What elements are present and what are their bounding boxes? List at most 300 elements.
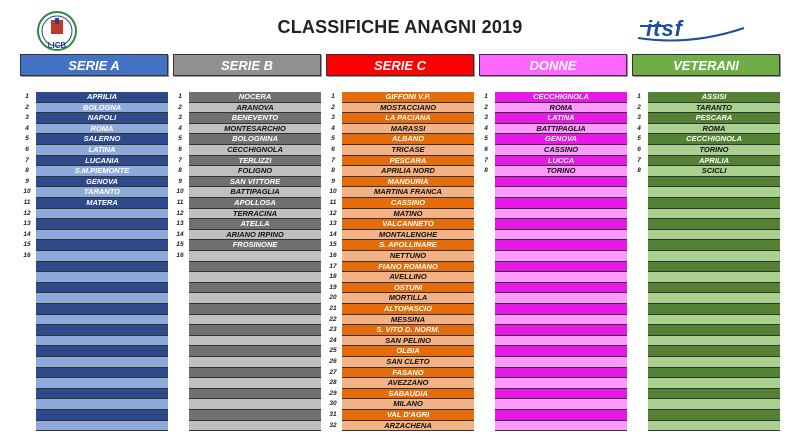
team-cell: TERRACINA bbox=[189, 209, 321, 220]
team-cell bbox=[189, 304, 321, 315]
table-row bbox=[173, 124, 321, 135]
team-cell bbox=[36, 209, 168, 220]
team-cell bbox=[495, 198, 627, 209]
team-cell bbox=[495, 177, 627, 188]
table-row bbox=[326, 368, 474, 379]
rank-number: 2 bbox=[637, 103, 641, 111]
rank-number: 8 bbox=[331, 167, 335, 175]
team-cell: NOCERA bbox=[189, 92, 321, 103]
table-row bbox=[479, 240, 627, 251]
table-row bbox=[173, 272, 321, 283]
team-cell: ROMA bbox=[495, 103, 627, 114]
rank-number: 4 bbox=[178, 124, 182, 132]
table-row bbox=[326, 219, 474, 230]
team-cell bbox=[495, 262, 627, 273]
team-cell bbox=[36, 357, 168, 368]
table-row bbox=[173, 421, 321, 432]
team-cell bbox=[189, 251, 321, 262]
table-row bbox=[632, 357, 780, 368]
table-row bbox=[632, 399, 780, 410]
team-cell bbox=[189, 357, 321, 368]
rank-number: 15 bbox=[329, 241, 337, 249]
table-row bbox=[326, 230, 474, 241]
team-cell bbox=[648, 293, 780, 304]
team-cell: LA PACIANA bbox=[342, 113, 474, 124]
rank-number: 1 bbox=[637, 93, 641, 100]
table-row bbox=[326, 166, 474, 177]
table-row bbox=[632, 410, 780, 421]
team-cell: CASSINO bbox=[495, 145, 627, 156]
team-cell: APRILIA bbox=[648, 156, 780, 167]
table-row bbox=[20, 230, 168, 241]
team-cell: CECCHIGNOLA bbox=[495, 92, 627, 103]
table-row bbox=[326, 272, 474, 283]
table-row bbox=[173, 315, 321, 326]
table-row bbox=[479, 124, 627, 135]
team-cell bbox=[648, 251, 780, 262]
team-cell: NAPOLI bbox=[36, 113, 168, 124]
team-cell: LATINA bbox=[495, 113, 627, 124]
team-cell bbox=[36, 315, 168, 326]
team-cell bbox=[648, 357, 780, 368]
table-row bbox=[20, 378, 168, 389]
team-cell bbox=[495, 240, 627, 251]
rank-number: 2 bbox=[484, 103, 488, 111]
team-cell bbox=[495, 336, 627, 347]
team-cell bbox=[495, 209, 627, 220]
team-cell bbox=[648, 389, 780, 400]
team-cell: S. APOLLINARE bbox=[342, 240, 474, 251]
team-cell bbox=[189, 293, 321, 304]
table-row bbox=[632, 251, 780, 262]
team-cell: SAN CLETO bbox=[342, 357, 474, 368]
table-row bbox=[326, 357, 474, 368]
table-row bbox=[20, 251, 168, 262]
team-cell: FASANO bbox=[342, 368, 474, 379]
table-row bbox=[326, 251, 474, 262]
team-cell: TARANTO bbox=[36, 187, 168, 198]
team-cell bbox=[648, 209, 780, 220]
team-cell bbox=[648, 378, 780, 389]
rank-number: 32 bbox=[329, 421, 337, 429]
table-row bbox=[326, 198, 474, 209]
column-serie-a bbox=[20, 54, 168, 259]
team-cell: CECCHIGNOLA bbox=[648, 134, 780, 145]
licb-logo-text: LICB bbox=[47, 41, 67, 50]
team-cell bbox=[36, 251, 168, 262]
table-row bbox=[173, 368, 321, 379]
table-row bbox=[632, 187, 780, 198]
table-row bbox=[632, 272, 780, 283]
rank-number: 19 bbox=[329, 283, 337, 291]
team-cell: MANDURIA bbox=[342, 177, 474, 188]
table-row bbox=[479, 315, 627, 326]
table-row bbox=[326, 262, 474, 273]
column-header: DONNE bbox=[479, 54, 627, 76]
team-cell bbox=[648, 346, 780, 357]
rank-number: 27 bbox=[329, 368, 337, 376]
table-row bbox=[173, 177, 321, 188]
table-row bbox=[173, 219, 321, 230]
team-cell: APRILIA NORD bbox=[342, 166, 474, 177]
team-cell: LUCCA bbox=[495, 156, 627, 167]
table-row bbox=[632, 113, 780, 124]
team-cell: BOLOGNA bbox=[36, 103, 168, 114]
team-cell: AVELLINO bbox=[342, 272, 474, 283]
team-cell: PESCARA bbox=[648, 113, 780, 124]
team-cell: GIFFONI V.P. bbox=[342, 92, 474, 103]
table-row bbox=[632, 156, 780, 167]
rank-number: 7 bbox=[637, 156, 641, 164]
team-cell: ARIANO IRPINO bbox=[189, 230, 321, 241]
page-title: CLASSIFICHE ANAGNI 2019 bbox=[277, 17, 523, 37]
rank-number: 23 bbox=[329, 326, 337, 334]
table-row bbox=[173, 410, 321, 421]
table-row bbox=[632, 198, 780, 209]
team-cell: LATINA bbox=[36, 145, 168, 156]
team-cell bbox=[495, 378, 627, 389]
team-cell: MATERA bbox=[36, 198, 168, 209]
table-row bbox=[20, 421, 168, 432]
table-row bbox=[632, 346, 780, 357]
team-cell bbox=[648, 177, 780, 188]
rank-number: 5 bbox=[331, 135, 335, 143]
rank-number: 5 bbox=[178, 135, 182, 143]
rank-number: 25 bbox=[329, 347, 337, 355]
team-cell: BATTIPAGLIA bbox=[189, 187, 321, 198]
rank-number: 2 bbox=[178, 103, 182, 111]
table-row bbox=[326, 92, 474, 103]
rank-number: 1 bbox=[331, 93, 335, 100]
table-row bbox=[20, 325, 168, 336]
table-row bbox=[479, 166, 627, 177]
table-row bbox=[326, 283, 474, 294]
team-cell: APOLLOSA bbox=[189, 198, 321, 209]
table-row bbox=[326, 389, 474, 400]
team-cell bbox=[495, 325, 627, 336]
team-cell bbox=[36, 421, 168, 432]
rank-number: 8 bbox=[25, 167, 29, 175]
table-row bbox=[173, 103, 321, 114]
team-cell bbox=[648, 410, 780, 421]
table-row bbox=[479, 399, 627, 410]
team-cell: ALBANO bbox=[342, 134, 474, 145]
team-cell bbox=[495, 346, 627, 357]
table-row bbox=[632, 336, 780, 347]
team-cell: ARANOVA bbox=[189, 103, 321, 114]
table-row bbox=[479, 113, 627, 124]
column-header: SERIE C bbox=[326, 54, 474, 76]
table-row bbox=[632, 92, 780, 103]
table-row bbox=[326, 124, 474, 135]
rank-number: 4 bbox=[637, 124, 641, 132]
team-cell bbox=[189, 262, 321, 273]
team-cell bbox=[36, 378, 168, 389]
team-cell bbox=[189, 283, 321, 294]
team-cell: TRICASE bbox=[342, 145, 474, 156]
team-cell: ROMA bbox=[648, 124, 780, 135]
table-row bbox=[20, 368, 168, 379]
team-cell bbox=[36, 410, 168, 421]
rank-number: 14 bbox=[329, 230, 337, 238]
column-serie-c bbox=[326, 54, 474, 430]
rank-number: 12 bbox=[23, 209, 31, 217]
table-row bbox=[632, 389, 780, 400]
table-row bbox=[632, 262, 780, 273]
team-cell: OLBIA bbox=[342, 346, 474, 357]
table-row bbox=[479, 357, 627, 368]
team-cell bbox=[36, 304, 168, 315]
table-row bbox=[173, 357, 321, 368]
table-row bbox=[632, 166, 780, 177]
rank-number: 16 bbox=[23, 252, 31, 259]
table-row bbox=[20, 198, 168, 209]
table-row bbox=[20, 166, 168, 177]
table-row bbox=[479, 378, 627, 389]
team-cell bbox=[36, 272, 168, 283]
table-row bbox=[20, 389, 168, 400]
table-row bbox=[479, 368, 627, 379]
table-row bbox=[632, 124, 780, 135]
table-row bbox=[479, 177, 627, 188]
rank-number: 5 bbox=[637, 135, 641, 143]
table-row bbox=[173, 113, 321, 124]
team-cell: MONTESARCHIO bbox=[189, 124, 321, 135]
team-cell: TARANTO bbox=[648, 103, 780, 114]
team-cell: APRILIA bbox=[36, 92, 168, 103]
table-row bbox=[20, 304, 168, 315]
team-cell bbox=[648, 198, 780, 209]
table-row bbox=[20, 145, 168, 156]
team-cell bbox=[648, 368, 780, 379]
rank-number: 5 bbox=[484, 135, 488, 143]
table-row bbox=[20, 346, 168, 357]
team-cell bbox=[189, 389, 321, 400]
team-cell: SCICLI bbox=[648, 166, 780, 177]
rank-number: 4 bbox=[484, 124, 488, 132]
team-cell bbox=[648, 283, 780, 294]
table-row bbox=[173, 134, 321, 145]
rank-number: 10 bbox=[23, 188, 31, 196]
table-row bbox=[20, 134, 168, 145]
team-cell: MARTINA FRANCA bbox=[342, 187, 474, 198]
rank-number: 11 bbox=[329, 199, 337, 206]
table-row bbox=[479, 134, 627, 145]
team-cell: NETTUNO bbox=[342, 251, 474, 262]
rank-number: 15 bbox=[176, 241, 184, 249]
table-row bbox=[632, 325, 780, 336]
rank-number: 8 bbox=[178, 167, 182, 175]
rank-number: 31 bbox=[329, 411, 337, 418]
table-row bbox=[632, 230, 780, 241]
table-row bbox=[326, 240, 474, 251]
table-row bbox=[173, 378, 321, 389]
team-cell: BOLOGNINA bbox=[189, 134, 321, 145]
team-cell: S.M.PIEMONTE bbox=[36, 166, 168, 177]
team-cell: CECCHIGNOLA bbox=[189, 145, 321, 156]
team-cell: GENOVA bbox=[36, 177, 168, 188]
team-cell bbox=[189, 410, 321, 421]
table-row bbox=[173, 92, 321, 103]
team-cell: MORTILLA bbox=[342, 293, 474, 304]
rank-number: 6 bbox=[637, 146, 641, 153]
table-row bbox=[173, 399, 321, 410]
rank-number: 11 bbox=[176, 199, 184, 206]
rank-number: 2 bbox=[331, 103, 335, 111]
team-cell: ASSISI bbox=[648, 92, 780, 103]
team-cell: TORINO bbox=[648, 145, 780, 156]
table-row bbox=[632, 209, 780, 220]
rank-number: 7 bbox=[25, 156, 29, 164]
team-cell: VAL D'AGRI bbox=[342, 410, 474, 421]
rank-number: 6 bbox=[484, 146, 488, 153]
itsf-logo bbox=[636, 16, 746, 46]
team-cell bbox=[648, 399, 780, 410]
rank-number: 13 bbox=[23, 220, 31, 228]
table-row bbox=[20, 262, 168, 273]
table-row bbox=[479, 103, 627, 114]
column-header: SERIE B bbox=[173, 54, 321, 76]
rank-number: 1 bbox=[178, 93, 182, 100]
team-cell: CASSINO bbox=[342, 198, 474, 209]
table-row bbox=[173, 166, 321, 177]
team-cell: MATINO bbox=[342, 209, 474, 220]
rank-number: 2 bbox=[25, 103, 29, 111]
table-row bbox=[326, 113, 474, 124]
rank-number: 16 bbox=[329, 252, 337, 259]
rank-number: 12 bbox=[329, 209, 337, 217]
table-row bbox=[20, 92, 168, 103]
table-row bbox=[632, 145, 780, 156]
rank-number: 16 bbox=[176, 252, 184, 259]
table-row bbox=[20, 293, 168, 304]
rank-number: 11 bbox=[23, 199, 31, 206]
team-cell bbox=[648, 187, 780, 198]
rank-number: 17 bbox=[329, 262, 337, 270]
table-row bbox=[173, 293, 321, 304]
team-cell bbox=[36, 240, 168, 251]
team-cell bbox=[495, 283, 627, 294]
table-row bbox=[479, 92, 627, 103]
table-row bbox=[173, 187, 321, 198]
team-cell bbox=[189, 336, 321, 347]
rank-number: 7 bbox=[331, 156, 335, 164]
column-veterani bbox=[632, 54, 780, 176]
table-row bbox=[20, 124, 168, 135]
table-row bbox=[173, 240, 321, 251]
table-row bbox=[326, 315, 474, 326]
team-cell: BATTIPAGLIA bbox=[495, 124, 627, 135]
team-cell bbox=[648, 304, 780, 315]
team-cell: ALTOPASCIO bbox=[342, 304, 474, 315]
table-row bbox=[173, 389, 321, 400]
team-cell: SAN PELINO bbox=[342, 336, 474, 347]
team-cell bbox=[495, 272, 627, 283]
table-row bbox=[632, 293, 780, 304]
rank-number: 3 bbox=[25, 114, 29, 122]
table-row bbox=[632, 134, 780, 145]
rank-number: 3 bbox=[331, 114, 335, 122]
table-row bbox=[173, 209, 321, 220]
table-row bbox=[20, 357, 168, 368]
rank-number: 1 bbox=[484, 93, 488, 100]
team-cell bbox=[495, 293, 627, 304]
table-row bbox=[20, 209, 168, 220]
team-cell: MESSINA bbox=[342, 315, 474, 326]
team-cell bbox=[189, 272, 321, 283]
rank-number: 1 bbox=[25, 93, 29, 100]
table-row bbox=[326, 177, 474, 188]
table-row bbox=[632, 240, 780, 251]
team-cell bbox=[495, 399, 627, 410]
table-row bbox=[20, 283, 168, 294]
table-row bbox=[173, 262, 321, 273]
table-row bbox=[173, 346, 321, 357]
table-row bbox=[479, 145, 627, 156]
team-cell bbox=[189, 399, 321, 410]
table-row bbox=[173, 230, 321, 241]
table-row bbox=[20, 315, 168, 326]
table-row bbox=[326, 187, 474, 198]
table-row bbox=[173, 251, 321, 262]
team-cell bbox=[648, 315, 780, 326]
team-cell bbox=[648, 262, 780, 273]
team-cell: FROSINONE bbox=[189, 240, 321, 251]
rank-number: 6 bbox=[25, 146, 29, 153]
team-cell bbox=[36, 399, 168, 410]
table-row bbox=[479, 346, 627, 357]
rank-number: 3 bbox=[484, 114, 488, 122]
table-row bbox=[326, 346, 474, 357]
table-row bbox=[326, 378, 474, 389]
column-header: SERIE A bbox=[20, 54, 168, 76]
table-row bbox=[479, 325, 627, 336]
table-row bbox=[20, 272, 168, 283]
table-row bbox=[479, 283, 627, 294]
rank-number: 6 bbox=[331, 146, 335, 153]
rank-number: 20 bbox=[329, 294, 337, 302]
table-row bbox=[326, 304, 474, 315]
table-row bbox=[479, 304, 627, 315]
table-row bbox=[326, 293, 474, 304]
table-row bbox=[632, 378, 780, 389]
table-row bbox=[479, 421, 627, 432]
rank-number: 5 bbox=[25, 135, 29, 143]
team-cell bbox=[495, 251, 627, 262]
table-row bbox=[479, 219, 627, 230]
table-row bbox=[20, 156, 168, 167]
team-cell bbox=[189, 325, 321, 336]
team-cell bbox=[36, 336, 168, 347]
table-row bbox=[20, 240, 168, 251]
team-cell: GENOVA bbox=[495, 134, 627, 145]
team-cell: VALCANNETO bbox=[342, 219, 474, 230]
team-cell bbox=[36, 230, 168, 241]
team-cell bbox=[189, 378, 321, 389]
team-cell bbox=[189, 421, 321, 432]
team-cell bbox=[648, 230, 780, 241]
table-row bbox=[326, 209, 474, 220]
team-cell: SAN VITTORE bbox=[189, 177, 321, 188]
table-row bbox=[479, 336, 627, 347]
rank-number: 3 bbox=[637, 114, 641, 122]
team-cell: FIANO ROMANO bbox=[342, 262, 474, 273]
team-cell: SALERNO bbox=[36, 134, 168, 145]
rank-number: 14 bbox=[23, 230, 31, 238]
rank-number: 29 bbox=[329, 389, 337, 397]
rank-number: 4 bbox=[25, 124, 29, 132]
rank-number: 9 bbox=[25, 177, 29, 185]
